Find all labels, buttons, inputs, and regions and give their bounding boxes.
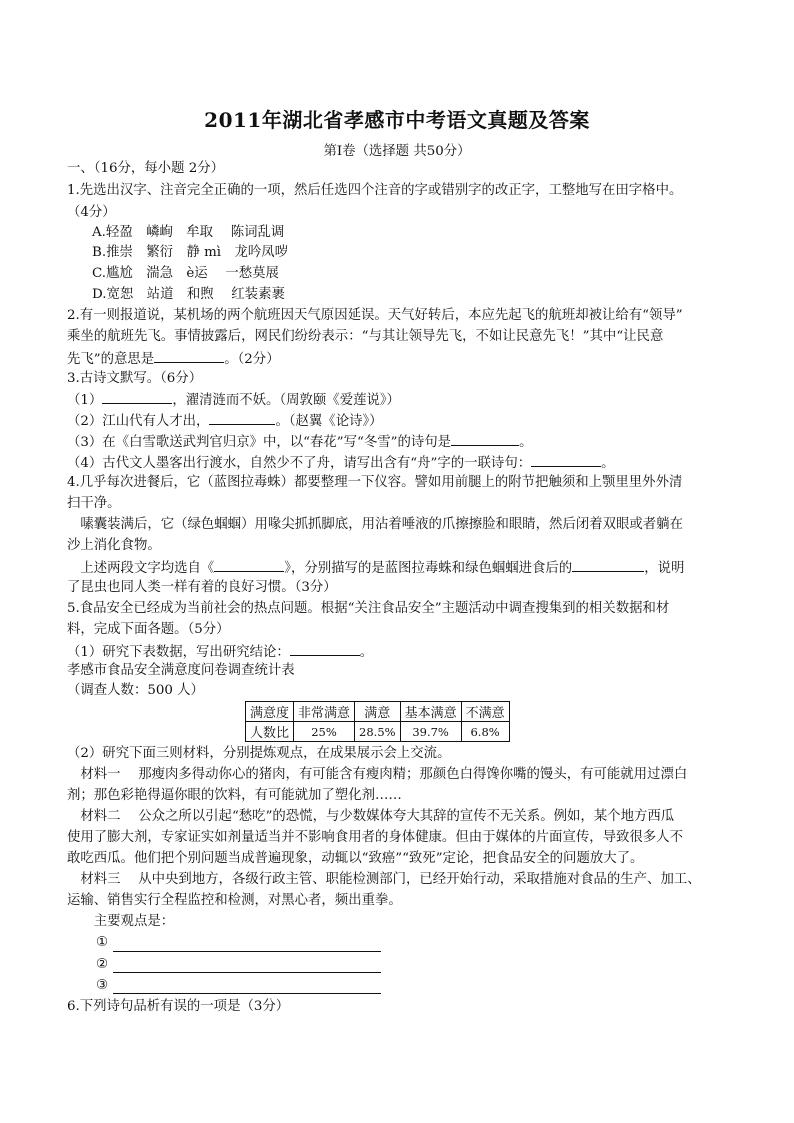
q1-option-a: A.轻盈 嶙峋 牟取 陈词乱调 — [92, 225, 285, 240]
material-three: 材料三 从中央到地方，各级行政主管、职能检测部门，已经开始行动，采取措施对食品的生产、加工、 — [67, 872, 701, 887]
table-cell: 25% — [294, 722, 355, 742]
answer-blank — [290, 641, 360, 656]
answer-blank — [102, 389, 172, 404]
q4-text: ，说明 — [644, 561, 685, 576]
q3-item-text: （4）古代文人墨客出行渡水，自然少不了舟，请写出含有“舟”字的一联诗句： — [67, 456, 532, 471]
answer-line — [113, 972, 381, 973]
material-two: 材料二 公众之所以引起“愁吃”的恐慌，与少数媒体夸大其辞的宣传不无关系。例如，某个地方西瓜 — [67, 809, 675, 824]
table-cell: 满意 — [355, 702, 401, 722]
table-row — [246, 722, 510, 742]
q3-item — [67, 431, 532, 453]
table-title: 孝感市食品安全满意度问卷调查统计表 — [67, 663, 295, 678]
q5-sub1 — [67, 641, 373, 663]
section-heading: 一、（16分，每小题 2分） — [67, 161, 225, 176]
table-cell: 满意度 — [246, 702, 294, 722]
q4-text: 上述两段文字均选自《 — [67, 561, 215, 576]
q2-line: 2.有一则报道说，某机场的两个航班因天气原因延误。天气好转后，本应先起飞的航班却被让给有“领导” — [67, 308, 683, 323]
table-cell: 基本满意 — [400, 702, 461, 722]
table-cell: 不满意 — [461, 702, 509, 722]
q4-line: 沙上消化食物。 — [67, 538, 161, 553]
main-points-label: 主要观点是： — [67, 914, 175, 929]
q1-option-c: C.尴尬 湍急 è运 一愁莫展 — [92, 266, 279, 281]
q1-option-d: D.宽恕 站道 和煦 红装素裹 — [92, 287, 285, 302]
q3-item — [67, 452, 615, 474]
page-subtitle: 第Ⅰ卷（选择题 共50分） — [323, 144, 471, 159]
q3-item-text: （2）江山代有人才出， — [67, 414, 210, 429]
q3-item-text: 。 — [519, 435, 533, 450]
survey-note: （调查人数：500 人） — [67, 683, 204, 698]
answer-blank — [572, 557, 644, 572]
table-cell: 人数比 — [246, 722, 294, 742]
q5-text: 。 — [359, 645, 374, 660]
q3-item — [67, 410, 383, 432]
q1-points: （4分） — [67, 205, 116, 220]
q2-text: 先飞”的意思是 — [67, 352, 155, 367]
q3-item-text: 。（赵翼《论诗》） — [275, 414, 383, 429]
q3-item-text: ，濯清涟而不妖。（周敦颐《爱莲说》） — [172, 393, 400, 408]
material-three: 运输、销售实行全程监控和检测，对黑心者，频出重拳。 — [67, 893, 402, 908]
answer-blank — [209, 410, 275, 425]
q1-stem: 1.先选出汉字、注音完全正确的一项，然后任选四个注音的字或错别字的改正字，工整地写在田字格中。 — [67, 183, 683, 198]
answer-marker: ② — [96, 957, 109, 972]
q3-item-text: 。 — [601, 456, 615, 471]
answer-marker: ③ — [96, 978, 109, 993]
q5-text: （1）研究下表数据，写出研究结论： — [67, 645, 290, 660]
table-cell: 28.5% — [355, 722, 401, 742]
q4-line: 4.几乎每次进餐后，它（蓝图拉毒蛛）都要整理一下仪容。譬如用前腿上的附节把触须和上颚里里外外清 — [67, 475, 683, 490]
page-title: 2011年湖北省孝感市中考语文真题及答案 — [204, 108, 590, 132]
answer-blank — [214, 557, 284, 572]
satisfaction-table — [245, 701, 510, 742]
q3-item-text: （1） — [67, 393, 103, 408]
q2-points: 。（2分） — [224, 352, 280, 367]
q2-line: 乘坐的航班先飞。事情披露后，网民们纷纷表示：“与其让领导先飞，不如让民意先飞！”其中“让民意 — [67, 329, 664, 344]
q4-line — [67, 557, 684, 579]
material-two: 使用了膨大剂，专家证实如剂量适当并不影响食用者的身体健康。但由于媒体的片面宣传，导致很多人不 — [67, 830, 683, 845]
answer-marker: ① — [96, 935, 109, 950]
q3-item-text: （3）在《白雪歌送武判官归京》中，以“春花”写“冬雪”的诗句是 — [67, 435, 452, 450]
table-cell: 非常满意 — [294, 702, 355, 722]
material-one: 剂；那色彩艳得逼你眼的饮料，有可能就加了塑化剂…… — [67, 788, 402, 803]
q3-stem: 3.古诗文默写。（6分） — [67, 371, 203, 386]
answer-blank — [531, 452, 601, 467]
answer-line — [113, 951, 381, 952]
q4-text: 》，分别描写的是蓝图拉毒蛛和绿色蝈蝈进食后的 — [284, 561, 573, 576]
q4-line: 嗉囊装满后，它（绿色蝈蝈）用喙尖抓抓脚底，用沾着唾液的爪擦擦脸和眼睛，然后闭着双眼或者躺在 — [67, 517, 683, 532]
q1-option-b: B.推崇 繁衍 静 mì 龙吟凤哕 — [92, 245, 289, 260]
q2-line — [67, 348, 280, 370]
q6-stem: 6.下列诗句品析有误的一项是（3分） — [67, 999, 290, 1014]
table-cell: 39.7% — [400, 722, 461, 742]
material-two: 敢吃西瓜。他们把个别问题当成普遍现象，动辄以“致癌”“致死”定论，把食品安全的问题放大了。 — [67, 851, 644, 866]
q5-sub2: （2）研究下面三则材料，分别提炼观点，在成果展示会上交流。 — [67, 746, 451, 761]
material-one: 材料一 那瘦肉多得动你心的猪肉，有可能含有瘦肉精；那颜色白得馋你嘴的馒头，有可能就用过漂白 — [67, 767, 688, 782]
q3-item — [67, 389, 400, 411]
q4-line: 了昆虫也同人类一样有着的良好习惯。（3分） — [67, 580, 337, 595]
q5-line: 料，完成下面各题。（5分） — [67, 622, 230, 637]
table-cell: 6.8% — [461, 722, 509, 742]
q4-line: 扫干净。 — [67, 496, 121, 511]
answer-line — [113, 993, 381, 994]
answer-blank — [451, 431, 519, 446]
q5-line: 5.食品安全已经成为当前社会的热点问题。根据“关注食品安全”主题活动中调查搜集到的相关数据和材 — [67, 601, 670, 616]
table-header-row — [246, 702, 510, 722]
answer-blank — [154, 348, 224, 363]
